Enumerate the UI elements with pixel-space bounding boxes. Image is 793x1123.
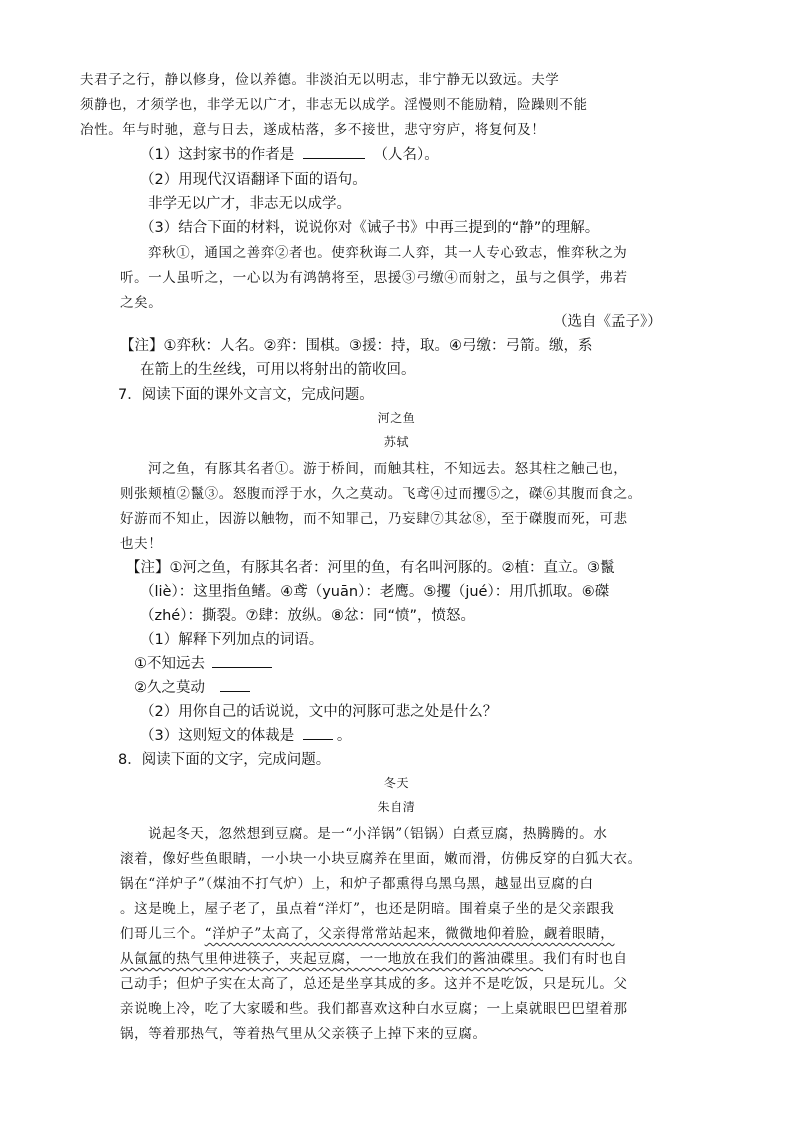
article-line: 则张颊植②鬣③。怒腹而浮于水，久之莫动。飞鸢④过而攫⑤之，磔⑥其腹而食之。 (120, 486, 642, 502)
article-line (120, 947, 628, 967)
passage-line: 冶性。年与时驰，意与日去，遂成枯落，多不接世，悲守穷庐，将复何及！ (80, 122, 546, 138)
article-title: 冬天 (383, 776, 410, 790)
article-line: 锅在“洋炉子”（煤油不打气炉）上，和炉子都熏得乌黑乌黑，越显出豆腐的白 (120, 876, 594, 892)
passage-line: 夫君子之行，静以修身，俭以养德。非淡泊无以明志，非宁静无以致远。夫学 (80, 72, 560, 88)
material-line: 听。一人虽听之，一心以为有鸿鹄将至，思援③弓缴④而射之，虽与之俱学，弗若 (120, 270, 628, 286)
note-line: 【注】①河之鱼，有豚其名者：河里的鱼，有名叫河豚的。②植：直立。③鬣 (126, 560, 615, 576)
wavy-underlined-text: 从氤氲的热气里伸进筷子，夹起豆腐，一一地放在我们的酱油碟里。 (120, 951, 543, 967)
question-6-1 (140, 143, 439, 164)
article-line: 亲说晚上冷，吃了大家暖和些。我们都喜欢这种白水豆腐；一上桌就眼巴巴望着那 (120, 1001, 628, 1017)
note-line: 在箭上的生丝线，可用以将射出的箭收回。 (140, 362, 416, 378)
question-7-1a (134, 652, 272, 673)
article-line: 。这是晚上，屋子老了，虽点着“洋灯”，也还是阴暗。围着桌子坐的是父亲跟我 (120, 901, 615, 917)
question-text: （3）这则短文的体裁是 (140, 728, 295, 744)
question-7-1b (134, 676, 250, 697)
question-6-2: （2）用现代汉语翻译下面的语句。 (140, 172, 367, 188)
article-line: 好游而不知止，因游以触物，而不知罪己，乃妄肆⑦其忿⑧，至于磔腹而死，可悲 (120, 511, 628, 527)
article-title: 河之鱼 (377, 411, 416, 425)
answer-blank[interactable] (220, 677, 250, 692)
question-7-3 (140, 724, 351, 745)
passage-line: 须静也，才须学也，非学无以广才，非志无以成学。淫慢则不能励精，险躁则不能 (80, 97, 588, 113)
article-line: 河之鱼，有豚其名者①。游于桥间，而触其柱，不知远去。怒其柱之触己也， (148, 461, 628, 477)
question-text: （人名）。 (373, 147, 439, 163)
question-text: ②久之莫动 (134, 680, 205, 696)
note-line: 【注】①弈秋：人名。②弈：围棋。③援：持，取。④弓缴：弓箭。缴，系 (120, 338, 593, 354)
article-author: 苏轼 (383, 435, 410, 449)
article-line (120, 922, 614, 942)
plain-text: 我们有时也自 (543, 951, 628, 967)
plain-text: 们哥儿三个。 (120, 926, 205, 942)
question-7-stem: 7．阅读下面的课外文言文，完成问题。 (118, 387, 374, 403)
answer-blank[interactable] (303, 144, 365, 159)
material-line: 之矣。 (120, 295, 163, 311)
material-line: 弈秋①，通国之善弈②者也。使弈秋诲二人弈，其一人专心致志，惟弈秋之为 (148, 245, 628, 261)
question-7-2: （2）用你自己的话说说，文中的河豚可悲之处是什么？ (140, 704, 498, 720)
article-author: 朱自清 (377, 800, 416, 814)
translate-sentence: 非学无以广才，非志无以成学。 (148, 196, 351, 212)
answer-blank[interactable] (212, 653, 272, 668)
article-line: 说起冬天，忽然想到豆腐。是一“小洋锅”（铝锅）白煮豆腐，热腾腾的。水 (148, 826, 608, 842)
article-line: 己动手；但炉子实在太高了，总还是坐享其成的多。这并不是吃饭，只是玩儿。父 (120, 976, 628, 992)
wavy-underlined-text: “洋炉子”太高了，父亲得常常站起来，微微地仰着脸，觑着眼睛， (204, 926, 615, 942)
article-line: 锅，等着那热气，等着热气里从父亲筷子上掉下来的豆腐。 (120, 1026, 487, 1042)
question-8-stem: 8．阅读下面的文字，完成问题。 (118, 752, 331, 768)
note-line: （zhé）：撕裂。⑦肆：放纵。⑧忿：同“愤”，愤怒。 (140, 608, 475, 624)
question-text: （1）这封家书的作者是 (140, 147, 295, 163)
article-line: 滚着，像好些鱼眼睛，一小块一小块豆腐养在里面，嫩而滑，仿佛反穿的白狐大衣。 (120, 851, 642, 867)
material-source: （选自《孟子》） (553, 314, 662, 330)
question-7-1: （1）解释下列加点的词语。 (140, 632, 324, 648)
question-6-3: （3）结合下面的材料，说说你对《诫子书》中再三提到的“静”的理解。 (140, 220, 600, 236)
question-text: 。 (336, 728, 352, 744)
answer-blank[interactable] (303, 725, 333, 740)
question-text: ①不知远去 (134, 656, 205, 672)
note-line: （liè）：这里指鱼鳍。④鸢（yuān）：老鹰。⑤攫（jué）：用爪抓取。⑥磔 (140, 584, 610, 600)
article-line: 也夫！ (120, 536, 163, 552)
